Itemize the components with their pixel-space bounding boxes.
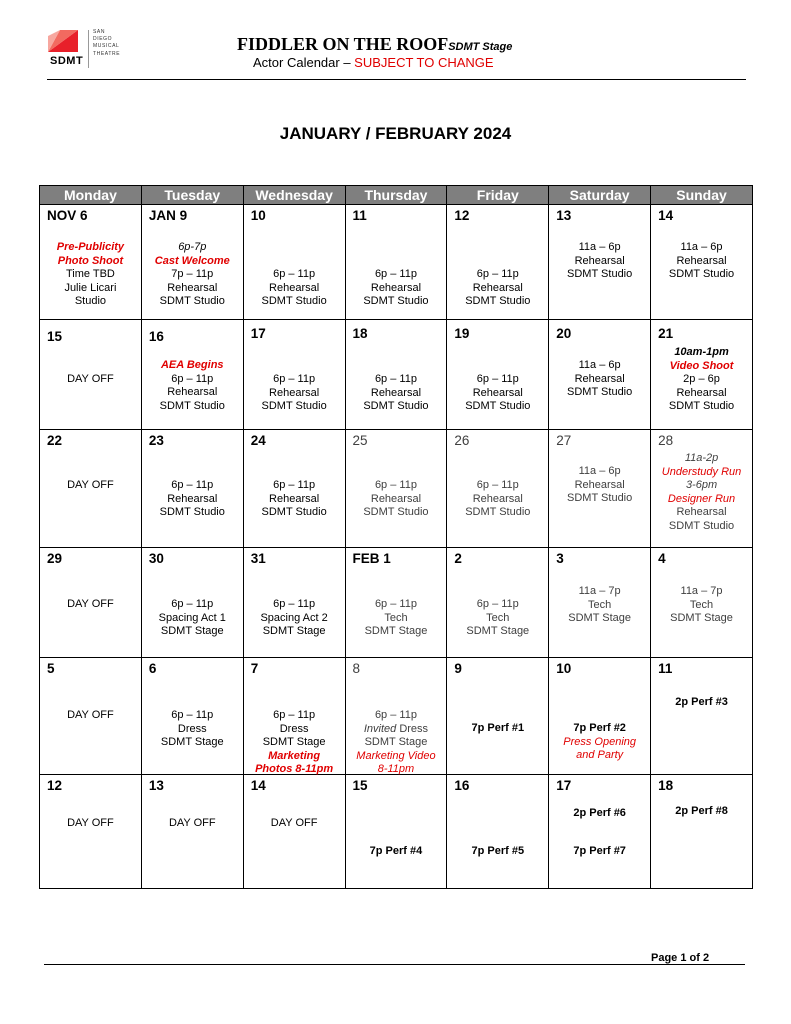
event-line: Photo Shoot xyxy=(57,254,124,267)
day-number: 29 xyxy=(47,551,63,566)
event-line: Studio xyxy=(74,295,107,308)
event-line: 11a – 7p xyxy=(578,585,621,597)
calendar-week xyxy=(40,205,753,320)
event-line: 6p – 11p xyxy=(374,373,417,385)
event-line: 6p – 11p xyxy=(476,479,519,491)
day-events xyxy=(244,373,345,414)
day-cell xyxy=(651,775,753,889)
day-cell xyxy=(549,775,651,889)
day-events xyxy=(447,598,548,639)
day-cell xyxy=(345,548,447,658)
event-line: 11a-2p xyxy=(684,452,719,464)
event-line: DAY OFF xyxy=(67,373,114,385)
day-events xyxy=(346,598,447,639)
event-line: and Party xyxy=(576,749,624,762)
event-line: Rehearsal xyxy=(472,492,523,505)
day-events xyxy=(549,585,650,626)
day-number: 8 xyxy=(352,661,361,676)
day-events xyxy=(40,598,141,612)
day-number: 26 xyxy=(454,433,470,448)
event-line: SDMT Studio xyxy=(159,506,225,519)
event-line: Video Shoot xyxy=(669,359,734,372)
day-cell xyxy=(549,548,651,658)
day-number: 23 xyxy=(148,433,164,448)
day-number: 18 xyxy=(658,778,674,793)
event-line: 2p Perf #8 xyxy=(675,805,728,817)
event-line: SDMT Stage xyxy=(568,612,632,625)
day-cell xyxy=(40,320,142,430)
event-line: 7p Perf #4 xyxy=(369,845,423,857)
event-line: Time TBD xyxy=(65,268,115,281)
event-line: Tech xyxy=(486,611,510,624)
day-number: 12 xyxy=(47,778,63,793)
event-line: 7p Perf #5 xyxy=(471,845,525,857)
event-line: 10am-1pm xyxy=(674,346,729,358)
weekday-header-row xyxy=(40,186,753,205)
sdmt-logo-mark-icon xyxy=(48,30,78,52)
day-cell xyxy=(141,658,243,775)
sdmt-logo xyxy=(48,30,138,70)
event-line: Dress xyxy=(279,722,309,735)
day-cell xyxy=(141,320,243,430)
weekday-header: Tuesday xyxy=(141,186,243,205)
event-line: SDMT Stage xyxy=(262,736,326,749)
day-events xyxy=(142,709,243,750)
event-line: Dress xyxy=(399,722,429,735)
calendar-subtitle xyxy=(253,55,494,70)
event-line: 6p – 11p xyxy=(374,268,417,280)
event-line: 6p – 11p xyxy=(273,598,316,610)
event-line: AEA Begins xyxy=(160,359,224,371)
event-line: SDMT Stage xyxy=(670,612,733,625)
event-line: Rehearsal xyxy=(167,281,218,294)
event-line: SDMT Stage xyxy=(466,625,530,638)
day-number: 25 xyxy=(352,433,368,448)
event-line: SDMT Studio xyxy=(567,386,633,399)
calendar-week xyxy=(40,548,753,658)
event-line: DAY OFF xyxy=(67,817,114,829)
day-number: NOV 6 xyxy=(47,208,88,223)
day-events xyxy=(40,241,141,309)
weekday-header: Monday xyxy=(40,186,142,205)
day-events xyxy=(651,346,752,414)
event-line: 7p Perf #1 xyxy=(471,722,525,734)
event-line: Understudy Run xyxy=(661,465,742,478)
show-title xyxy=(237,34,512,55)
event-line: SDMT Stage xyxy=(364,736,428,749)
day-cell xyxy=(549,205,651,320)
day-number: 11 xyxy=(352,208,367,223)
event-line: Rehearsal xyxy=(676,386,727,399)
day-number: 13 xyxy=(556,208,572,223)
event-line: Press Opening xyxy=(563,735,637,748)
show-title-text: FIDDLER ON THE ROOF xyxy=(237,34,449,54)
weekday-header: Sunday xyxy=(651,186,753,205)
event-line: Rehearsal xyxy=(269,386,320,399)
event-line: SDMT Studio xyxy=(261,295,327,308)
day-number: 15 xyxy=(352,778,368,793)
event-line: 6p – 11p xyxy=(171,372,214,385)
event-line: SDMT Studio xyxy=(668,519,735,532)
event-line: 6p – 11p xyxy=(374,598,417,610)
calendar-week xyxy=(40,430,753,548)
day-number: 10 xyxy=(250,208,266,223)
day-events xyxy=(244,817,345,831)
day-events xyxy=(40,709,141,723)
event-line: 6p – 11p xyxy=(273,268,316,280)
event-line: SDMT Studio xyxy=(465,295,531,308)
subject-to-change-warning: SUBJECT TO CHANGE xyxy=(354,55,494,70)
day-number: 14 xyxy=(658,208,674,223)
day-cell xyxy=(345,320,447,430)
event-line: Invited xyxy=(363,722,397,735)
calendar-week xyxy=(40,320,753,430)
day-cell xyxy=(345,658,447,775)
event-line: 6p – 11p xyxy=(476,598,519,610)
event-line: 6p – 11p xyxy=(476,268,519,280)
logo-wordmark: SAN DIEGO MUSICAL THEATRE xyxy=(93,29,121,57)
day-events xyxy=(447,722,548,736)
calendar-grid xyxy=(39,185,753,889)
day-number: 27 xyxy=(556,433,572,448)
day-number: 5 xyxy=(47,661,55,676)
day-cell xyxy=(243,430,345,548)
event-line: 7p Perf #2 xyxy=(573,722,626,734)
day-number: 16 xyxy=(454,778,470,793)
event-line: DAY OFF xyxy=(67,598,114,610)
month-title: JANUARY / FEBRUARY 2024 xyxy=(279,124,512,143)
event-line: 7p – 11p xyxy=(171,268,214,281)
event-line: 11a – 6p xyxy=(578,359,621,371)
event-line: 11a – 6p xyxy=(578,241,621,253)
day-number: 17 xyxy=(556,778,572,793)
event-line: 6p-7p xyxy=(178,241,207,253)
day-cell xyxy=(651,205,753,320)
event-line: Marketing xyxy=(268,749,321,762)
day-cell xyxy=(651,320,753,430)
event-line: SDMT Stage xyxy=(160,625,224,638)
day-events xyxy=(549,241,650,282)
day-cell xyxy=(447,205,549,320)
event-line: Spacing Act 2 xyxy=(260,611,328,624)
day-number: 12 xyxy=(454,208,470,223)
event-line: 11a – 6p xyxy=(680,241,723,253)
header-divider xyxy=(47,79,746,80)
day-events xyxy=(346,268,447,309)
day-cell xyxy=(447,430,549,548)
day-cell xyxy=(651,658,753,775)
event-line: SDMT Stage xyxy=(364,625,428,638)
day-cell xyxy=(651,548,753,658)
day-events xyxy=(447,479,548,520)
event-line: Rehearsal xyxy=(574,254,625,267)
event-line: 8-11pm xyxy=(377,763,415,776)
event-line: Rehearsal xyxy=(676,254,727,267)
day-number: 9 xyxy=(454,661,462,676)
event-line: SDMT Studio xyxy=(261,506,327,519)
event-line: Rehearsal xyxy=(472,386,523,399)
day-cell xyxy=(243,775,345,889)
day-number: 19 xyxy=(454,326,470,341)
day-events xyxy=(40,373,141,387)
event-line: Rehearsal xyxy=(472,281,523,294)
day-events xyxy=(651,696,752,710)
day-cell xyxy=(243,205,345,320)
event-line: Dress xyxy=(177,722,207,735)
event-line: 6p – 11p xyxy=(374,479,417,491)
weekday-header: Thursday xyxy=(345,186,447,205)
event-line: DAY OFF xyxy=(270,817,318,829)
day-number: 11 xyxy=(658,661,673,676)
day-events xyxy=(549,722,650,763)
day-cell xyxy=(40,430,142,548)
weekday-header: Wednesday xyxy=(243,186,345,205)
day-number: 3 xyxy=(556,551,564,566)
day-number: 15 xyxy=(47,329,63,344)
day-number: JAN 9 xyxy=(148,208,188,223)
day-cell xyxy=(549,320,651,430)
event-line: 6p – 11p xyxy=(273,373,316,385)
day-events xyxy=(651,805,752,819)
day-events xyxy=(346,845,447,859)
event-line: Rehearsal xyxy=(574,478,625,491)
event-line: SDMT Studio xyxy=(668,400,735,413)
event-line: 6p – 11p xyxy=(171,709,214,721)
event-line: SDMT Studio xyxy=(668,268,735,281)
event-line: Tech xyxy=(588,598,612,611)
event-line: Cast Welcome xyxy=(154,254,230,267)
event-line: Rehearsal xyxy=(370,492,422,505)
day-cell xyxy=(345,775,447,889)
day-cell xyxy=(549,430,651,548)
event-line: 6p – 11p xyxy=(273,479,316,491)
event-line: Rehearsal xyxy=(574,372,625,385)
day-events xyxy=(244,268,345,309)
venue-label: SDMT Stage xyxy=(448,41,513,53)
event-line: Spacing Act 1 xyxy=(158,611,226,624)
event-line: SDMT Studio xyxy=(159,295,225,308)
day-events xyxy=(447,268,548,309)
day-events xyxy=(244,598,345,639)
day-events xyxy=(651,241,752,282)
day-cell xyxy=(447,658,549,775)
calendar-week xyxy=(40,658,753,775)
event-line: Rehearsal xyxy=(370,281,422,294)
day-events xyxy=(549,359,650,400)
day-number: 21 xyxy=(658,326,674,341)
day-events xyxy=(346,709,447,777)
calendar-week xyxy=(40,775,753,889)
day-events xyxy=(651,452,752,534)
day-events xyxy=(549,807,650,858)
day-number: FEB 1 xyxy=(352,551,391,566)
event-line: Designer Run xyxy=(667,492,736,505)
day-cell xyxy=(40,658,142,775)
day-cell xyxy=(141,205,243,320)
event-line: 2p Perf #6 xyxy=(573,807,626,819)
logo-abbr: SDMT xyxy=(50,55,84,67)
day-events xyxy=(447,845,548,859)
event-line: 3-6pm xyxy=(685,479,718,492)
event-line: Tech xyxy=(689,598,714,611)
event-line: 11a – 7p xyxy=(680,585,723,597)
day-events xyxy=(142,241,243,309)
event-line: 6p – 11p xyxy=(273,709,316,721)
event-line: SDMT Studio xyxy=(567,268,633,281)
event-line: SDMT Studio xyxy=(363,295,429,308)
day-cell xyxy=(447,775,549,889)
event-line: DAY OFF xyxy=(67,479,114,491)
event-line: Rehearsal xyxy=(269,281,320,294)
event-line: Rehearsal xyxy=(370,386,422,399)
day-number: 7 xyxy=(250,661,259,676)
event-line: Pre-Publicity xyxy=(56,241,125,253)
day-number: 4 xyxy=(658,551,666,566)
day-events xyxy=(142,479,243,520)
weekday-header: Saturday xyxy=(549,186,651,205)
event-line: Rehearsal xyxy=(167,492,218,505)
day-cell xyxy=(651,430,753,548)
day-cell xyxy=(40,205,142,320)
day-number: 20 xyxy=(556,326,572,341)
day-events xyxy=(244,709,345,777)
day-cell xyxy=(345,430,447,548)
day-number: 24 xyxy=(250,433,266,448)
day-cell xyxy=(40,548,142,658)
event-line: SDMT Studio xyxy=(465,400,531,413)
page-number: Page 1 of 2 xyxy=(651,952,710,964)
event-line: SDMT Studio xyxy=(159,399,225,412)
day-events xyxy=(346,479,447,520)
day-events xyxy=(142,598,243,639)
event-line: 6p – 11p xyxy=(171,598,214,610)
event-line: SDMT Stage xyxy=(262,625,326,638)
day-events xyxy=(244,479,345,520)
day-number: 2 xyxy=(454,551,462,566)
event-line: 2p Perf #3 xyxy=(675,696,728,708)
day-cell xyxy=(549,658,651,775)
event-line: Rehearsal xyxy=(269,492,320,505)
day-number: 28 xyxy=(658,433,674,448)
day-events xyxy=(651,585,752,626)
day-cell xyxy=(447,548,549,658)
event-line: SDMT Studio xyxy=(567,492,633,505)
event-line: Photos 8-11pm xyxy=(255,763,334,776)
day-number: 18 xyxy=(352,326,368,341)
event-line: Rehearsal xyxy=(167,386,218,399)
day-number: 14 xyxy=(250,778,266,793)
event-line: DAY OFF xyxy=(168,817,216,829)
subtitle-text: Actor Calendar – xyxy=(253,55,355,70)
event-line: 11a – 6p xyxy=(578,465,621,477)
event-line: Rehearsal xyxy=(676,506,727,519)
day-cell xyxy=(243,658,345,775)
event-line: 6p – 11p xyxy=(476,373,519,385)
day-number: 6 xyxy=(148,661,157,676)
logo-divider xyxy=(88,30,89,68)
day-events xyxy=(40,479,141,493)
day-cell xyxy=(141,430,243,548)
day-events xyxy=(549,465,650,506)
day-cell xyxy=(141,548,243,658)
day-events xyxy=(40,817,141,831)
day-number: 13 xyxy=(148,778,164,793)
day-cell xyxy=(345,205,447,320)
day-events xyxy=(346,373,447,414)
event-line: DAY OFF xyxy=(67,709,114,721)
weekday-header: Friday xyxy=(447,186,549,205)
event-line: Marketing Video xyxy=(356,749,436,762)
day-cell xyxy=(243,548,345,658)
day-number: 30 xyxy=(148,551,164,566)
event-line: SDMT Studio xyxy=(363,506,429,519)
day-cell xyxy=(243,320,345,430)
day-cell xyxy=(40,775,142,889)
day-events xyxy=(142,817,243,831)
event-line: 6p – 11p xyxy=(374,709,417,721)
event-line: Julie Licari xyxy=(64,281,117,294)
day-cell xyxy=(447,320,549,430)
day-cell xyxy=(141,775,243,889)
event-line: 2p – 6p xyxy=(683,373,720,386)
event-line: SDMT Studio xyxy=(363,400,429,413)
day-events xyxy=(447,373,548,414)
day-number: 22 xyxy=(47,433,63,448)
day-number: 31 xyxy=(250,551,266,566)
day-number: 16 xyxy=(148,329,164,344)
event-line: SDMT Studio xyxy=(261,400,327,413)
event-line: 7p Perf #7 xyxy=(573,844,626,857)
event-line: 6p – 11p xyxy=(171,479,214,491)
event-line: SDMT Studio xyxy=(465,506,531,519)
event-line: SDMT Stage xyxy=(160,736,224,749)
footer-divider xyxy=(44,964,745,965)
event-line: Tech xyxy=(384,611,408,624)
day-events xyxy=(142,359,243,413)
day-number: 10 xyxy=(556,661,572,676)
day-number: 17 xyxy=(250,326,266,341)
